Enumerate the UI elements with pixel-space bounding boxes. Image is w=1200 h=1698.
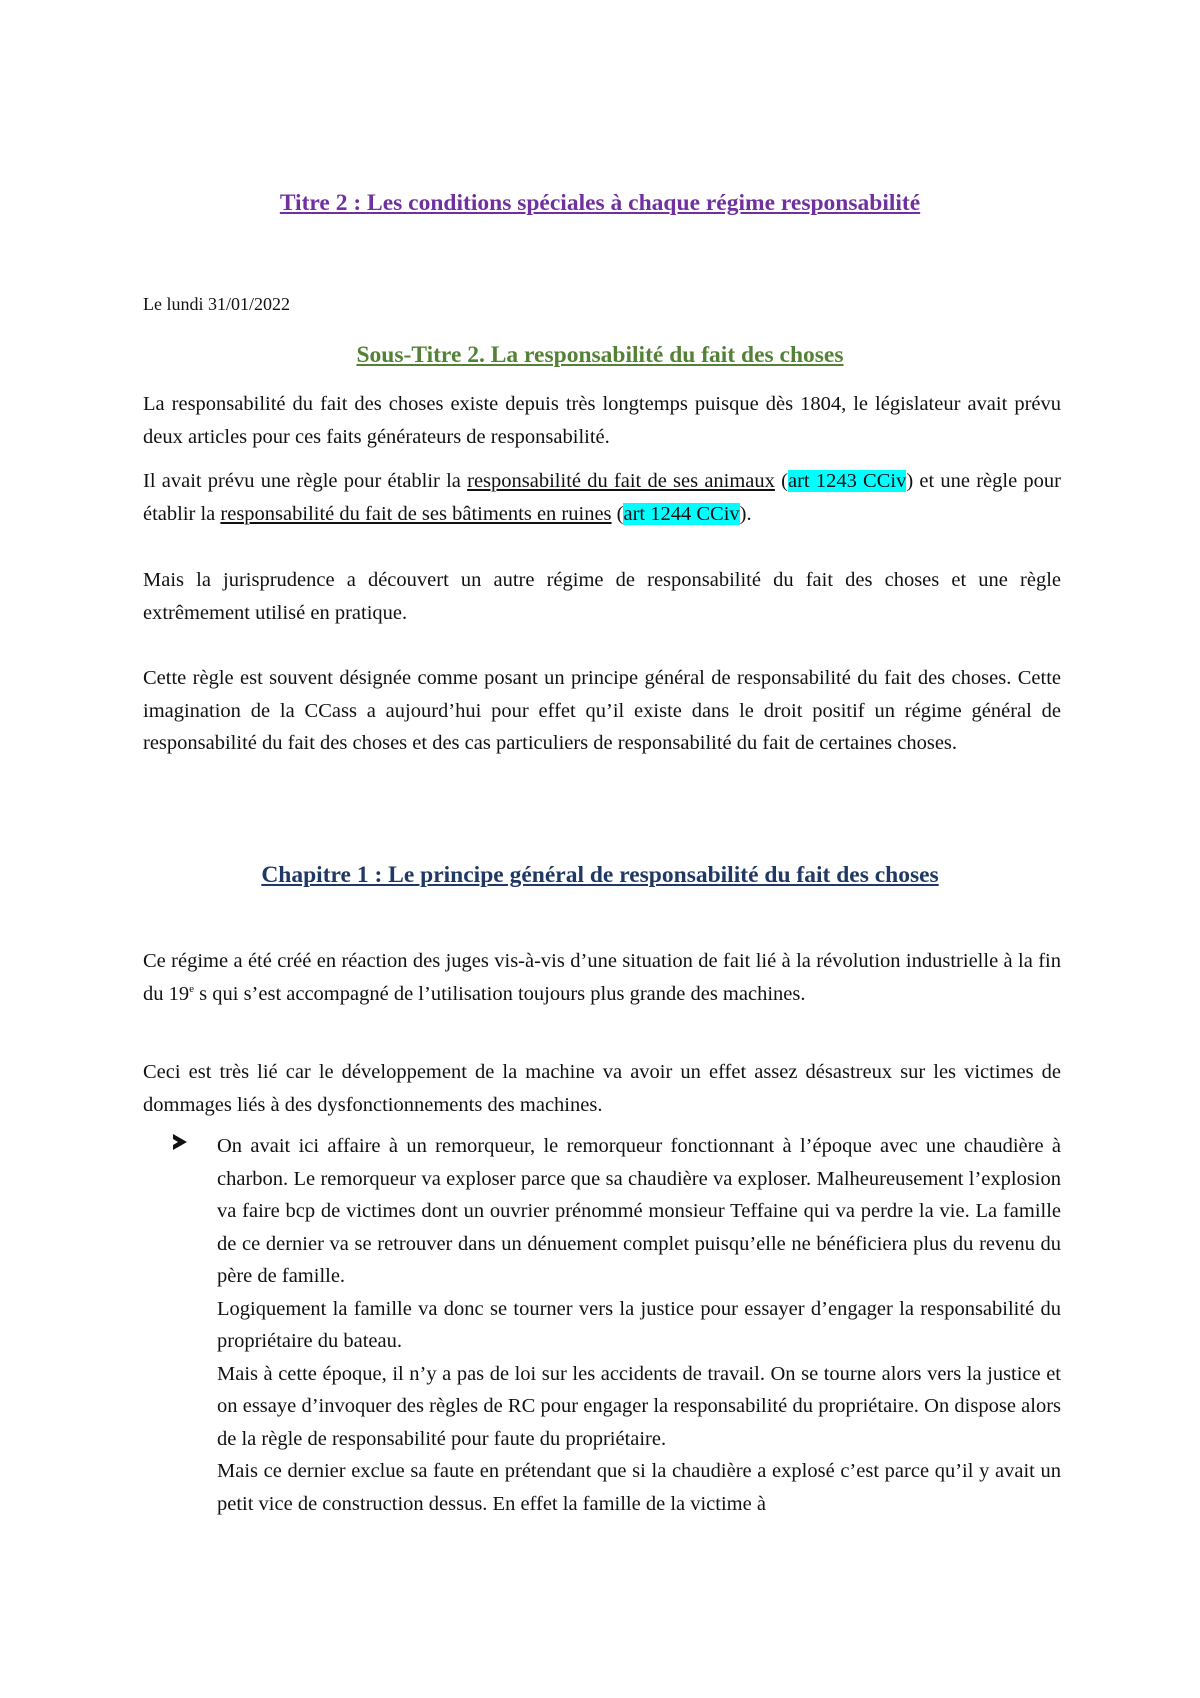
bullet-line-2: Logiquement la famille va donc se tourner vers la justice pour essayer d’engager la responsabilité du propriétaire du bateau. — [217, 1297, 1061, 1352]
chapter-paragraph-2: Ceci est très lié car le développement de la machine va avoir un effet assez désastreux sur les victimes de dommages liés à des dysfonctionnements des machines. — [143, 1061, 1061, 1116]
highlight-art-1244: art 1244 CCiv — [623, 502, 740, 525]
chapter-heading: Chapitre 1 : Le principe général de responsabilité du fait des choses — [261, 862, 939, 888]
subtitle-heading: Sous-Titre 2. La responsabilité du fait des choses — [356, 342, 844, 368]
arrowhead-bullet-icon — [173, 1134, 187, 1150]
superscript-e: e — [189, 982, 195, 995]
intro-paragraph-3: Mais la jurisprudence a découvert un autre régime de responsabilité du fait des choses et une règle extrêmement utilisé en pratique. — [143, 569, 1061, 624]
bullet-line-1: On avait ici affaire à un remorqueur, le remorqueur fonctionnant à l’époque avec une chaudière à charbon. Le remorqueur va exploser parce que sa chaudière va exploser. Malheureusement l’explosion va faire bcp de victimes dont un ouvrier prénommé monsieur Teffaine qui va perdre la vie. La famille de ce dernier va se retrouver dans un dénuement complet puisqu’elle ne bénéficiera plus du revenu du père de famille. — [217, 1135, 1061, 1287]
bullet-line-3: Mais à cette époque, il n’y a pas de loi sur les accidents de travail. On se tourne alors vers la justice et on essaye d’invoquer des règles de RC pour engager la responsabilité du propriétaire. On dispose alors de la règle de responsabilité pour faute du propriétaire. — [217, 1362, 1061, 1450]
bullet-line-4: Mais ce dernier exclue sa faute en prétendant que si la chaudière a explosé c’est parce qu’il y avait un petit vice de construction dessus. En effet la famille de la victime à — [217, 1460, 1061, 1515]
intro-paragraph-4: Cette règle est souvent désignée comme posant un principe général de responsabilité du fait des choses. Cette imagination de la CCass a aujourd’hui pour effet qu’il existe dans le droit positif un régime général de responsabilité du fait des choses et des cas particuliers de responsabilité du fait de certaines choses. — [143, 667, 1061, 754]
date-line: Le lundi 31/01/2022 — [143, 294, 290, 314]
underlined-term-animaux: responsabilité du fait de ses animaux — [467, 470, 775, 492]
chapter-paragraph-1: Ce régime a été créé en réaction des juges vis-à-vis d’une situation de fait lié à la révolution industrielle à la fin du 19e s qui s’est accompagné de l’utilisation toujours plus grande des machines. — [143, 950, 1061, 1005]
intro-paragraph-1: La responsabilité du fait des choses existe depuis très longtemps puisque dès 1804, le législateur avait prévu deux articles pour ces faits générateurs de responsabilité. — [143, 393, 1061, 448]
page-title: Titre 2 : Les conditions spéciales à chaque régime responsabilité — [279, 190, 921, 216]
bullet-text — [217, 1130, 1061, 1520]
highlight-art-1243: art 1243 CCiv — [787, 470, 907, 492]
intro-paragraph-2: Il avait prévu une règle pour établir la responsabilité du fait de ses animaux (art 1243 CCiv) et une règle pour établir la responsabilité du fait de ses bâtiments en ruines (art 1244 CCiv). — [143, 470, 1062, 525]
underlined-term-batiments: responsabilité du fait de ses bâtiments en ruines — [220, 502, 612, 525]
